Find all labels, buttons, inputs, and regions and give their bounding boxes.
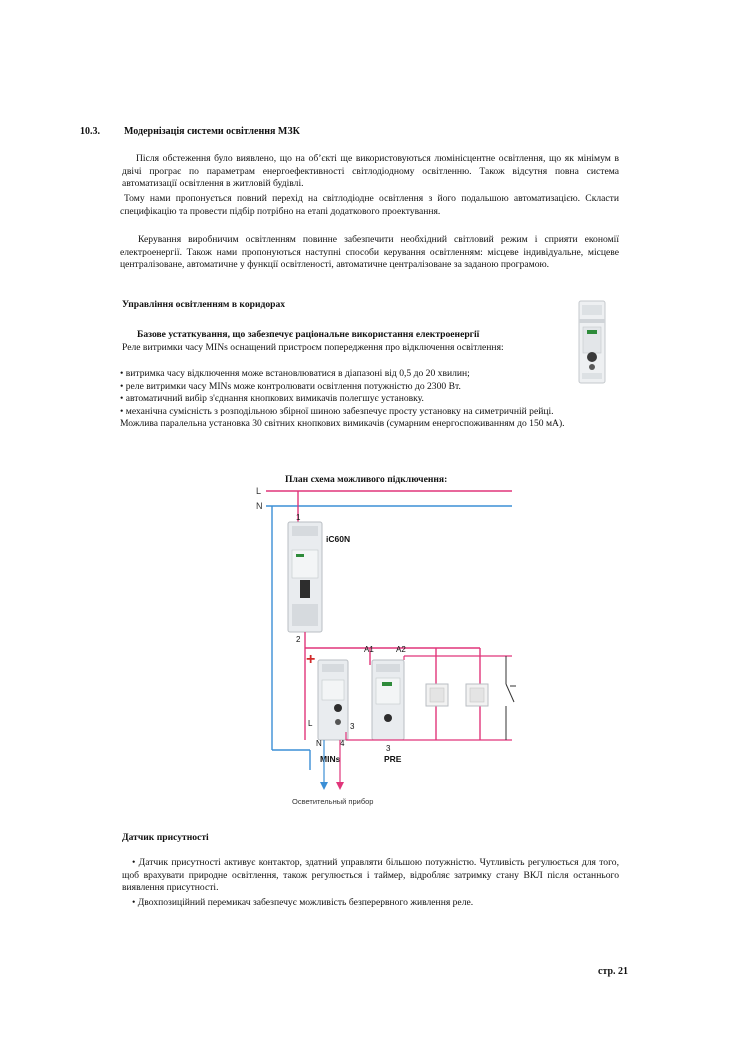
- mins-term-N: N: [316, 739, 322, 748]
- label-L: L: [256, 486, 262, 496]
- pre-relay: [372, 660, 404, 740]
- sensor-paragraph-1: • Датчик присутності активує контактор, здатний управляти більшою потужністю. Чутливість регулюється для того, щоб врахувати природне освітлення, також регулюється і таймер, відробляє затримку стану ВКЛ після останнього виявлення присутності.: [122, 857, 619, 894]
- pushbutton-1: [426, 684, 448, 706]
- page-number: стр. 21: [598, 966, 629, 977]
- wiring-diagram: [240, 470, 530, 820]
- breaker-term-1: 1: [296, 513, 301, 522]
- mins-term-3: 3: [350, 722, 355, 731]
- relay-features-list: [120, 368, 640, 431]
- pushbutton-2: [466, 684, 488, 706]
- list-item: • механічна сумісність з розподільною збірної шиною забезпечує просту установку на симетричній рейці.: [120, 405, 554, 417]
- plus-sign: +: [306, 651, 316, 668]
- paragraph-survey: Після обстеження було виявлено, що на об’єкті ще використовуються люмінісцентне освітлення, що як мінімум в двічі програє по параметрам енергоефективності світлодіодному освітленню. Також відсутня повна система автоматизації освітлення в житловій будівлі.: [122, 153, 619, 190]
- pre-label: PRE: [384, 754, 402, 764]
- sensor-description: [122, 857, 619, 909]
- list-item: • автоматичний вибір з'єднання кнопкових вимикачів полегшує установку.: [120, 393, 424, 405]
- basic-equipment-heading: Базове устаткування, що забезпечує раціональне використання електроенергії: [137, 329, 480, 340]
- paragraph-control: Керування виробничим освітленням повинне забезпечити необхідний світловий режим і сприяти економії електроенергії. Також нами пропонуються наступні способи керування освітленням: місцеве індивідуальне, місцеве централізоване, автоматичне у функції освітленості, автоматичне централізоване за заданою програмою.: [120, 234, 619, 271]
- breaker-ic60n: [288, 522, 322, 632]
- section-title: Модернізація системи освітлення МЗК: [124, 126, 300, 137]
- list-item: • реле витримки часу MINs може контролювати освітлення потужністю до 2300 Вт.: [120, 380, 461, 392]
- list-item-note: Можлива паралельна установка 30 світних кнопкових вимикачів (сумарним енергоспоживанням до 150 мА).: [120, 418, 565, 430]
- section-heading: [80, 126, 300, 137]
- mins-term-4: 4: [340, 739, 345, 748]
- diagram-title: План схема можливого підключення:: [285, 474, 448, 485]
- sensor-heading: Датчик присутності: [122, 832, 209, 843]
- corridor-heading: Управління освітленням в коридорах: [122, 299, 286, 310]
- paragraph-proposal: Тому нами пропонується повний перехід на світлодіодне освітлення з його подальшою автоматизацією. Скласти специфікацію та провести підбір потрібно на етапі додаткового проектування.: [120, 193, 619, 217]
- breaker-term-2: 2: [296, 635, 301, 644]
- label-N: N: [256, 501, 263, 511]
- pre-term-a1: A1: [364, 645, 374, 654]
- mins-label: MINs: [320, 754, 341, 764]
- relay-description: Реле витримки часу MINs оснащений пристроєм попередження про відключення освітлення:: [122, 342, 504, 353]
- switch-symbol: [506, 656, 516, 740]
- section-number: 10.3.: [80, 126, 100, 137]
- mins-term-L: L: [308, 719, 313, 728]
- pre-term-3: 3: [386, 744, 391, 753]
- list-item: • витримка часу відключення може встановлюватися в діапазоні від 0,5 до 20 хвилин;: [120, 368, 470, 379]
- load-label: Осветительный прибор: [292, 797, 374, 806]
- breaker-model: iC60N: [326, 534, 351, 544]
- sensor-paragraph-2: • Двохпозиційний перемикач забезпечує можливість безперервного живлення реле.: [132, 896, 474, 908]
- mins-relay: [318, 660, 348, 740]
- pre-term-a2: A2: [396, 645, 406, 654]
